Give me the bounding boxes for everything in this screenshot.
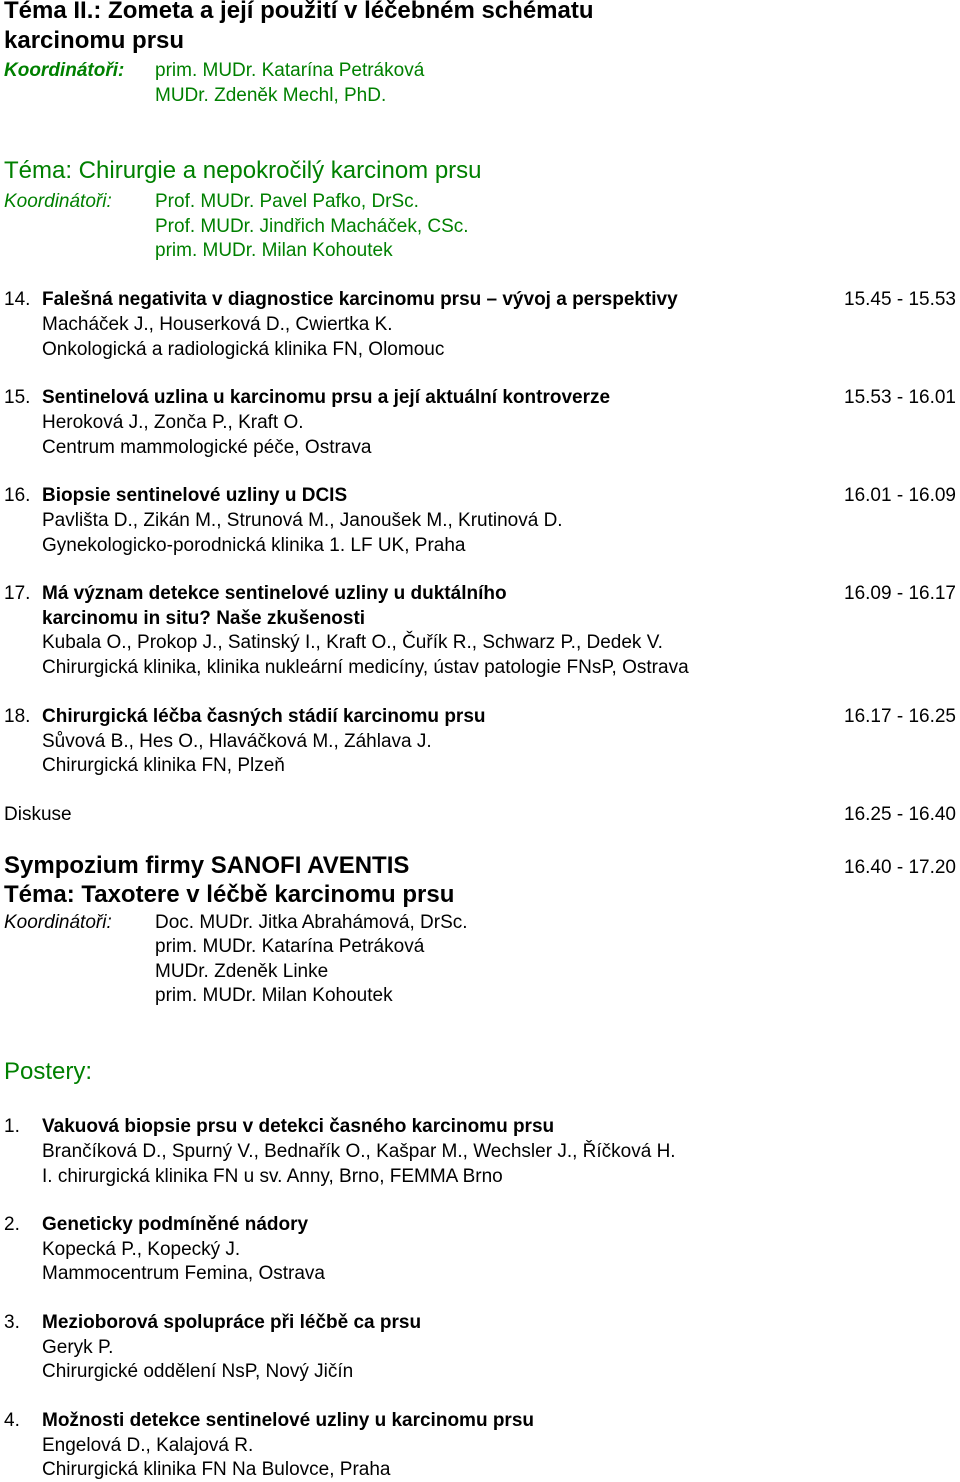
theme3-coordinator: prim. MUDr. Milan Kohoutek — [155, 240, 393, 261]
poster-authors: Brančíková D., Spurný V., Bednařík O., Kašpar M., Wechsler J., Říčková H. — [42, 1141, 676, 1162]
talk-title: Biopsie sentinelové uzliny u DCIS — [42, 485, 348, 506]
poster-title: Možnosti detekce sentinelové uzliny u karcinomu prsu — [42, 1410, 534, 1431]
poster-institution: Chirurgické oddělení NsP, Nový Jičín — [42, 1361, 354, 1382]
theme2-coordinator: prim. MUDr. Katarína Petráková — [155, 60, 425, 81]
symposium-coord-label: Koordinátoři: — [4, 912, 112, 933]
talk-number: 18. — [4, 706, 31, 727]
theme2-title-line1: Téma II.: Zometa a její použití v léčebném schématu — [4, 0, 594, 24]
poster-institution: Chirurgická klinika FN Na Bulovce, Praha — [42, 1459, 391, 1480]
symposium-coordinator: Doc. MUDr. Jitka Abrahámová, DrSc. — [155, 912, 468, 933]
theme3-title: Téma: Chirurgie a nepokročilý karcinom prsu — [4, 157, 482, 184]
talk-time: 16.09 - 16.17 — [844, 583, 956, 604]
theme3-coordinator: Prof. MUDr. Jindřich Macháček, CSc. — [155, 216, 469, 237]
poster-authors: Geryk P. — [42, 1337, 114, 1358]
talk-number: 17. — [4, 583, 31, 604]
symposium-subtitle: Téma: Taxotere v léčbě karcinomu prsu — [4, 881, 455, 908]
discussion-label: Diskuse — [4, 804, 72, 825]
symposium-title: Sympozium firmy SANOFI AVENTIS — [4, 852, 410, 879]
talk-number: 15. — [4, 387, 31, 408]
talk-authors: Heroková J., Zonča P., Kraft O. — [42, 412, 304, 433]
theme2-title-line2: karcinomu prsu — [4, 27, 185, 54]
poster-number: 3. — [4, 1312, 20, 1333]
poster-authors: Kopecká P., Kopecký J. — [42, 1239, 241, 1260]
talk-authors: Sůvová B., Hes O., Hlaváčková M., Záhlava J. — [42, 731, 432, 752]
theme2-coordinator: MUDr. Zdeněk Mechl, PhD. — [155, 85, 387, 106]
symposium-time: 16.40 - 17.20 — [844, 857, 956, 878]
poster-title: Vakuová biopsie prsu v detekci časného karcinomu prsu — [42, 1116, 555, 1137]
talk-title: Sentinelová uzlina u karcinomu prsu a její aktuální kontroverze — [42, 387, 611, 408]
poster-institution: I. chirurgická klinika FN u sv. Anny, Brno, FEMMA Brno — [42, 1166, 503, 1187]
talk-title: Falešná negativita v diagnostice karcinomu prsu – vývoj a perspektivy — [42, 289, 678, 310]
poster-number: 1. — [4, 1116, 20, 1137]
poster-number: 2. — [4, 1214, 20, 1235]
theme3-coord-label: Koordinátoři: — [4, 191, 112, 212]
talk-authors: Macháček J., Houserková D., Cwiertka K. — [42, 314, 393, 335]
talk-institution: Chirurgická klinika, klinika nukleární medicíny, ústav patologie FNsP, Ostrava — [42, 657, 689, 678]
poster-title: Mezioborová spolupráce při léčbě ca prsu — [42, 1312, 422, 1333]
symposium-coordinator: prim. MUDr. Milan Kohoutek — [155, 985, 393, 1006]
talk-time: 15.53 - 16.01 — [844, 387, 956, 408]
poster-number: 4. — [4, 1410, 20, 1431]
poster-authors: Engelová D., Kalajová R. — [42, 1435, 254, 1456]
talk-time: 16.17 - 16.25 — [844, 706, 956, 727]
talk-number: 14. — [4, 289, 31, 310]
talk-title-line2: karcinomu in situ? Naše zkušenosti — [42, 608, 366, 629]
talk-title: Má význam detekce sentinelové uzliny u duktálního — [42, 583, 507, 604]
poster-institution: Mammocentrum Femina, Ostrava — [42, 1263, 325, 1284]
talk-institution: Onkologická a radiologická klinika FN, Olomouc — [42, 339, 445, 360]
talk-time: 15.45 - 15.53 — [844, 289, 956, 310]
symposium-coordinator: MUDr. Zdeněk Linke — [155, 961, 329, 982]
poster-title: Geneticky podmíněné nádory — [42, 1214, 309, 1235]
talk-authors: Kubala O., Prokop J., Satinský I., Kraft O., Čuřík R., Schwarz P., Dedek V. — [42, 632, 663, 653]
symposium-coordinator: prim. MUDr. Katarína Petráková — [155, 936, 425, 957]
talk-institution: Chirurgická klinika FN, Plzeň — [42, 755, 285, 776]
talk-institution: Centrum mammologické péče, Ostrava — [42, 437, 372, 458]
talk-authors: Pavlišta D., Zikán M., Strunová M., Janoušek M., Krutinová D. — [42, 510, 563, 531]
talk-number: 16. — [4, 485, 31, 506]
talk-title: Chirurgická léčba časných stádií karcinomu prsu — [42, 706, 486, 727]
talk-time: 16.01 - 16.09 — [844, 485, 956, 506]
talk-institution: Gynekologicko-porodnická klinika 1. LF UK, Praha — [42, 535, 466, 556]
theme2-coord-label: Koordinátoři: — [4, 60, 125, 81]
theme3-coordinator: Prof. MUDr. Pavel Pafko, DrSc. — [155, 191, 419, 212]
discussion-time: 16.25 - 16.40 — [844, 804, 956, 825]
posters-heading: Postery: — [4, 1058, 93, 1085]
